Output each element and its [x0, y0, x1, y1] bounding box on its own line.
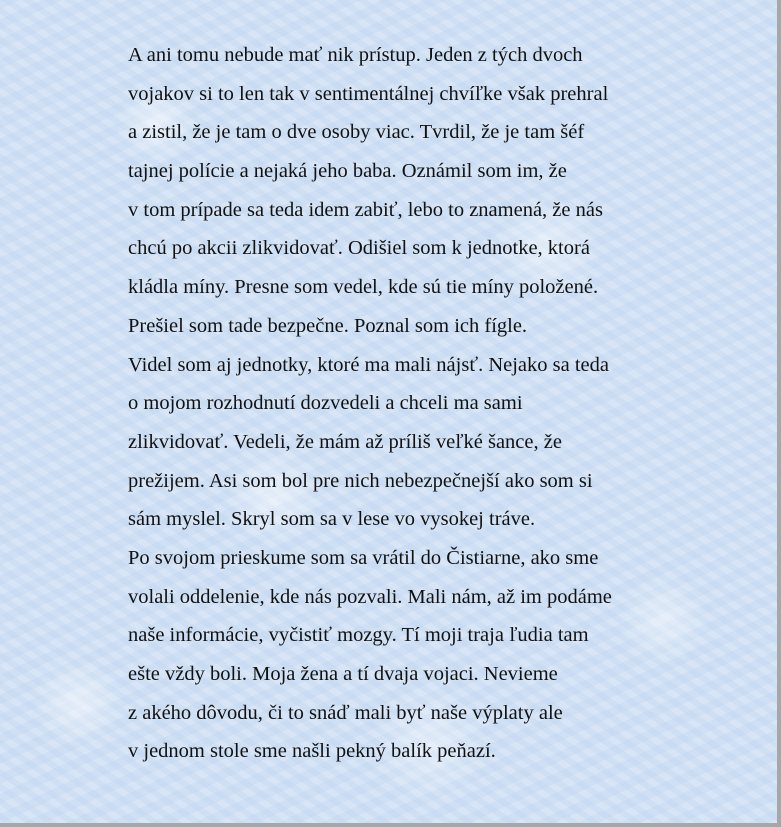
text-line: naše informácie, vyčistiť mozgy. Tí moji traja ľudia tam [128, 624, 589, 647]
text-line: volali oddelenie, kde nás pozvali. Mali nám, až im podáme [128, 585, 612, 608]
text-line: chcú po akcii zlikvidovať. Odišiel som k jednotke, ktorá [128, 237, 590, 260]
text-line: Prešiel som tade bezpečne. Poznal som ich fígle. [128, 314, 528, 337]
text-line: vojakov si to len tak v sentimentálnej chvíľke však prehral [128, 82, 609, 105]
text-line: tajnej polície a nejaká jeho baba. Oznámil som im, že [128, 160, 567, 183]
text-line: kládla míny. Presne som vedel, kde sú tie míny položené. [128, 276, 599, 299]
text-line: z akého dôvodu, či to snáď mali byť naše výplaty ale [128, 701, 563, 724]
text-line: Po svojom prieskume som sa vrátil do Čistiarne, ako sme [128, 546, 599, 569]
text-line: v jednom stole sme našli pekný balík peňazí. [128, 740, 496, 763]
text-line: ešte vždy boli. Moja žena a tí dvaja vojaci. Nevieme [128, 663, 558, 685]
text-line: zlikvidovať. Vedeli, že mám až príliš veľké šance, že [128, 430, 562, 453]
text-line: v tom prípade sa teda idem zabiť, lebo to znamená, že nás [128, 198, 603, 221]
text-line: prežijem. Asi som bol pre nich nebezpečnejší ako som si [128, 469, 593, 492]
document-text [128, 36, 688, 771]
text-line: Videl som aj jednotky, ktoré ma mali nájsť. Nejako sa teda [128, 353, 609, 376]
text-line: sám myslel. Skryl som sa v lese vo vysokej tráve. [128, 508, 536, 531]
text-line: A ani tomu nebude mať nik prístup. Jeden z tých dvoch [128, 44, 583, 66]
text-line: a zistil, že je tam o dve osoby viac. Tvrdil, že je tam šéf [128, 121, 585, 144]
text-line: o mojom rozhodnutí dozvedeli a chceli ma sami [128, 392, 523, 415]
